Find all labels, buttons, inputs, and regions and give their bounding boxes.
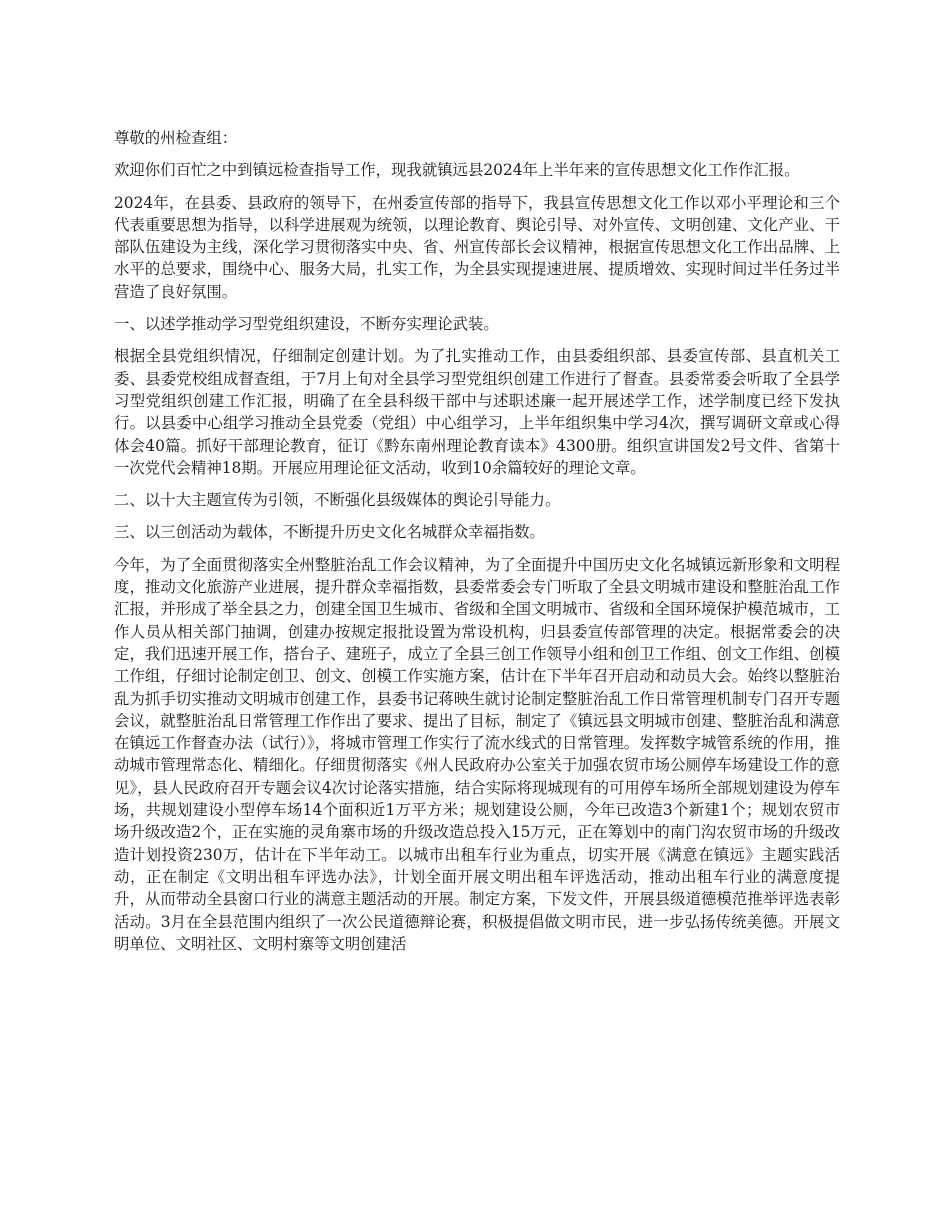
salutation: 尊敬的州检查组： [114, 129, 238, 147]
section-heading-3: 三、以三创活动为载体，不断提升历史文化名城群众幸福指数。 [114, 523, 545, 542]
intro-paragraph: 欢迎你们百忙之中到镇远检查指导工作，现我就镇远县2024年上半年来的宣传思想文化工作作汇报。 [114, 161, 800, 180]
section-heading-1: 一、以述学推动学习型党组织建设，不断夯实理论武装。 [114, 315, 499, 334]
section-heading-2: 二、以十大主题宣传为引领，不断强化县级媒体的舆论引导能力。 [114, 491, 561, 510]
section-3-paragraph: 今年，为了全面贯彻落实全州整脏治乱工作会议精神，为了全面提升中国历史文化名城镇远新形象和文明程度，推动文化旅游产业进展，提升群众幸福指数，县委常委会专门听取了全县文明城市建设和整脏治乱工作汇报，并形成了举全县之力，创建全国卫生城市、省级和全国文明城市、省级和全国环境保护模范城市，工作人员从相关部门抽调，创建办按规定报批设置为常设机构，归县委宣传部管理的决定。根据常委会的决定，我们迅速开展工作，搭台子、建班子，成立了全县三创工作领导小组和创卫工作组、创文工作组、创模工作组，仔细讨论制定创卫、创文、创模工作实施方案，估计在下半年召开启动和动员大会。始终以整脏治乱为抓手切实推动文明城市创建工作，县委书记蒋映生就讨论制定整脏治乱工作日常管理机制专门召开专题会议，就整脏治乱日常管理工作作出了要求、提出了目标，制定了《镇远县文明城市创建、整脏治乱和满意在镇远工作督查办法（试行）》，将城市管理工作实行了流水线式的日常管理。发挥数字城管系统的作用，推动城市管理常态化、精细化。仔细贯彻落实《州人民政府办公室关于加强农贸市场公厕停车场建设工作的意见》，县人民政府召开专题会议4次讨论落实措施，结合实际将现城现有的可用停车场所全部规划建设为停车场，共规划建设小型停车场14个面积近1万平方米；规划建设公厕，今年已改造3个新建1个；规划农贸市场升级改造2个，正在实施的灵角寨市场的升级改造总投入15万元，正在筹划中的南门沟农贸市场的升级改造计划投资230万，估计在下半年动工。以城市出租车行业为重点，切实开展《满意在镇远》主题实践活动，正在制定《文明出租车评选办法》，计划全面开展文明出租车评选活动，推动出租车行业的满意度提升，从而带动全县窗口行业的满意主题活动的开展。制定方案，下发文件，开展县级道德模范推举评选表彰活动。3月在全县范围内组织了一次公民道德辩论赛，积极提倡做文明市民，进一步弘扬传统美德。开展文明单位、文明社区、文明村寨等文明创建活 [114, 555, 840, 953]
overview-paragraph: 2024年，在县委、县政府的领导下，在州委宣传部的指导下，我县宣传思想文化工作以邓小平理论和三个代表重要思想为指导，以科学进展观为统领，以理论教育、舆论引导、对外宣传、文明创建、文化产业、干部队伍建设为主线，深化学习贯彻落实中央、省、州宣传部长会议精神，根据宣传思想文化工作出品牌、上水平的总要求，围绕中心、服务大局，扎实工作，为全县实现提速进展、提质增效、实现时间过半任务过半营造了良好氛围。 [114, 193, 840, 301]
document-body [114, 127, 840, 965]
section-1-paragraph: 根据全县党组织情况，仔细制定创建计划。为了扎实推动工作，由县委组织部、县委宣传部、县直机关工委、县委党校组成督查组，于7月上旬对全县学习型党组织创建工作进行了督查。县委常委会听取了全县学习型党组织创建工作汇报，明确了在全县科级干部中与述职述廉一起开展述学工作，述学制度已经下发执行。以县委中心组学习推动全县党委（党组）中心组学习，上半年组织集中学习4次，撰写调研文章或心得体会40篇。抓好干部理论教育，征订《黔东南州理论教育读本》4300册。组织宣讲国发2号文件、省第十一次党代会精神18期。开展应用理论征文活动，收到10余篇较好的理论文章。 [114, 347, 840, 477]
